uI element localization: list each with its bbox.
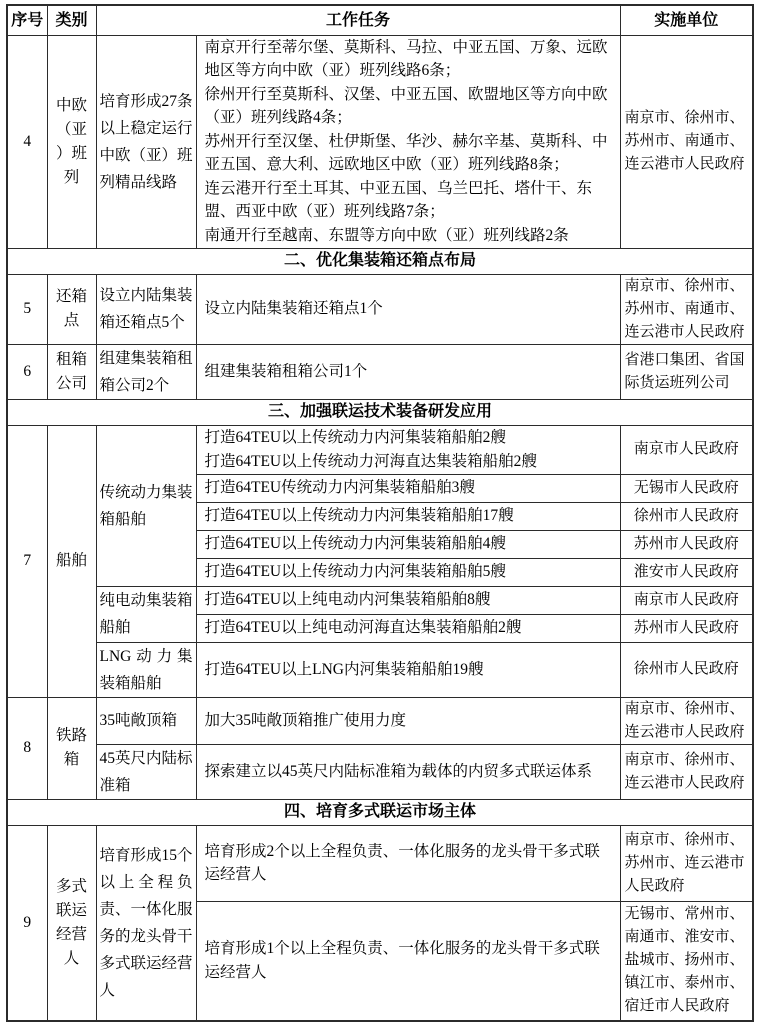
unit-cell: 省港口集团、省国际货运班列公司 bbox=[620, 344, 753, 399]
unit-cell: 淮安市人民政府 bbox=[620, 558, 753, 586]
task-cell: 打造64TEU以上纯电动河海直达集装箱船舶2艘 bbox=[196, 614, 620, 642]
unit-cell: 无锡市人民政府 bbox=[620, 474, 753, 502]
task-line: 南通开行至越南、东盟等方向中欧（亚）班列线路2条 bbox=[204, 226, 569, 244]
unit-cell: 南京市、徐州市、苏州市、南通市、连云港市人民政府 bbox=[620, 35, 753, 248]
unit-cell: 徐州市人民政府 bbox=[620, 642, 753, 697]
header-unit: 实施单位 bbox=[620, 5, 753, 35]
task-cell: 打造64TEU以上纯电动内河集装箱船舶8艘 bbox=[196, 586, 620, 614]
unit-cell: 南京市、徐州市、苏州市、南通市、连云港市人民政府 bbox=[620, 274, 753, 344]
task-cell: 培育形成1个以上全程负责、一体化服务的龙头骨干多式联运经营人 bbox=[196, 901, 620, 1021]
unit-cell: 南京市人民政府 bbox=[620, 586, 753, 614]
subtask-cell: 45英尺内陆标准箱 bbox=[96, 744, 196, 799]
row-7-6 bbox=[7, 586, 753, 614]
task-line: 南京开行至蒂尔堡、莫斯科、马拉、中亚五国、万象、远欧地区等方向中欧（亚）班列线路6条； bbox=[204, 38, 608, 80]
category-cell: 中欧（亚）班列 bbox=[47, 35, 96, 248]
category-cell: 租箱公司 bbox=[47, 344, 96, 399]
subtask-cell: 培育形成27条以上稳定运行中欧（亚）班列精品线路 bbox=[96, 35, 196, 248]
task-cell: 打造64TEU以上传统动力内河集装箱船舶5艘 bbox=[196, 558, 620, 586]
task-cell: 设立内陆集装箱还箱点1个 bbox=[196, 274, 620, 344]
task-cell bbox=[196, 35, 620, 248]
task-line: 连云港开行至土耳其、中亚五国、乌兰巴托、塔什干、东盟、西亚中欧（亚）班列线路7条； bbox=[204, 179, 593, 221]
section-row-4 bbox=[7, 799, 753, 825]
unit-cell: 南京市、徐州市、连云港市人民政府 bbox=[620, 697, 753, 744]
subtask-cell: 传统动力集装箱船舶 bbox=[96, 425, 196, 586]
subtask-cell: 35吨敞顶箱 bbox=[96, 697, 196, 744]
task-cell: 打造64TEU以上传统动力内河集装箱船舶4艘 bbox=[196, 530, 620, 558]
task-cell: 组建集装箱租箱公司1个 bbox=[196, 344, 620, 399]
row-5 bbox=[7, 274, 753, 344]
header-seq: 序号 bbox=[7, 5, 47, 35]
row-8-2 bbox=[7, 744, 753, 799]
unit-cell: 苏州市人民政府 bbox=[620, 530, 753, 558]
unit-cell: 南京市、徐州市、连云港市人民政府 bbox=[620, 744, 753, 799]
task-cell bbox=[196, 425, 620, 474]
header-category: 类别 bbox=[47, 5, 96, 35]
seq-cell: 9 bbox=[7, 825, 47, 1021]
subtask-cell: LNG动力集装箱船舶 bbox=[96, 642, 196, 697]
category-cell: 还箱点 bbox=[47, 274, 96, 344]
section-title: 二、优化集装箱还箱点布局 bbox=[7, 248, 753, 274]
subtask-cell: 纯电动集装箱船舶 bbox=[96, 586, 196, 642]
seq-cell: 6 bbox=[7, 344, 47, 399]
category-cell: 船舶 bbox=[47, 425, 96, 697]
task-line: 打造64TEU以上传统动力河海直达集装箱船舶2艘 bbox=[204, 452, 537, 470]
task-line: 徐州开行至莫斯科、汉堡、中亚五国、欧盟地区等方向中欧（亚）班列线路4条； bbox=[204, 85, 608, 127]
row-9-1 bbox=[7, 825, 753, 901]
unit-cell: 徐州市人民政府 bbox=[620, 502, 753, 530]
section-title: 三、加强联运技术装备研发应用 bbox=[7, 399, 753, 425]
seq-cell: 5 bbox=[7, 274, 47, 344]
category-cell: 铁路箱 bbox=[47, 697, 96, 799]
subtask-cell: 组建集装箱租箱公司2个 bbox=[96, 344, 196, 399]
task-cell: 打造64TEU以上LNG内河集装箱船舶19艘 bbox=[196, 642, 620, 697]
row-6 bbox=[7, 344, 753, 399]
subtask-cell: 培育形成15个以上全程负责、一体化服务的龙头骨干多式联运经营人 bbox=[96, 825, 196, 1021]
task-line: 苏州开行至汉堡、杜伊斯堡、华沙、赫尔辛基、莫斯科、中亚五国、意大利、远欧地区中欧（亚）班列线路8条； bbox=[204, 132, 608, 174]
task-cell: 探索建立以45英尺内陆标准箱为载体的内贸多式联运体系 bbox=[196, 744, 620, 799]
category-cell: 多式联运经营人 bbox=[47, 825, 96, 1021]
section-row-3 bbox=[7, 399, 753, 425]
seq-cell: 4 bbox=[7, 35, 47, 248]
task-cell: 培育形成2个以上全程负责、一体化服务的龙头骨干多式联运经营人 bbox=[196, 825, 620, 901]
row-8-1 bbox=[7, 697, 753, 744]
unit-cell: 南京市人民政府 bbox=[620, 425, 753, 474]
unit-cell: 无锡市、常州市、南通市、淮安市、盐城市、扬州市、镇江市、泰州市、宿迁市人民政府 bbox=[620, 901, 753, 1021]
table-header-row bbox=[7, 5, 753, 35]
task-cell: 打造64TEU传统动力内河集装箱船舶3艘 bbox=[196, 474, 620, 502]
seq-cell: 8 bbox=[7, 697, 47, 799]
work-task-table bbox=[6, 4, 754, 1022]
task-cell: 打造64TEU以上传统动力内河集装箱船舶17艘 bbox=[196, 502, 620, 530]
row-7-1 bbox=[7, 425, 753, 474]
section-title: 四、培育多式联运市场主体 bbox=[7, 799, 753, 825]
row-7-8 bbox=[7, 642, 753, 697]
header-task: 工作任务 bbox=[96, 5, 620, 35]
unit-cell: 苏州市人民政府 bbox=[620, 614, 753, 642]
subtask-cell: 设立内陆集装箱还箱点5个 bbox=[96, 274, 196, 344]
section-row-2 bbox=[7, 248, 753, 274]
seq-cell: 7 bbox=[7, 425, 47, 697]
row-4 bbox=[7, 35, 753, 248]
unit-cell: 南京市、徐州市、苏州市、连云港市人民政府 bbox=[620, 825, 753, 901]
task-line: 打造64TEU以上传统动力内河集装箱船舶2艘 bbox=[204, 429, 506, 446]
task-cell: 加大35吨敞顶箱推广使用力度 bbox=[196, 697, 620, 744]
